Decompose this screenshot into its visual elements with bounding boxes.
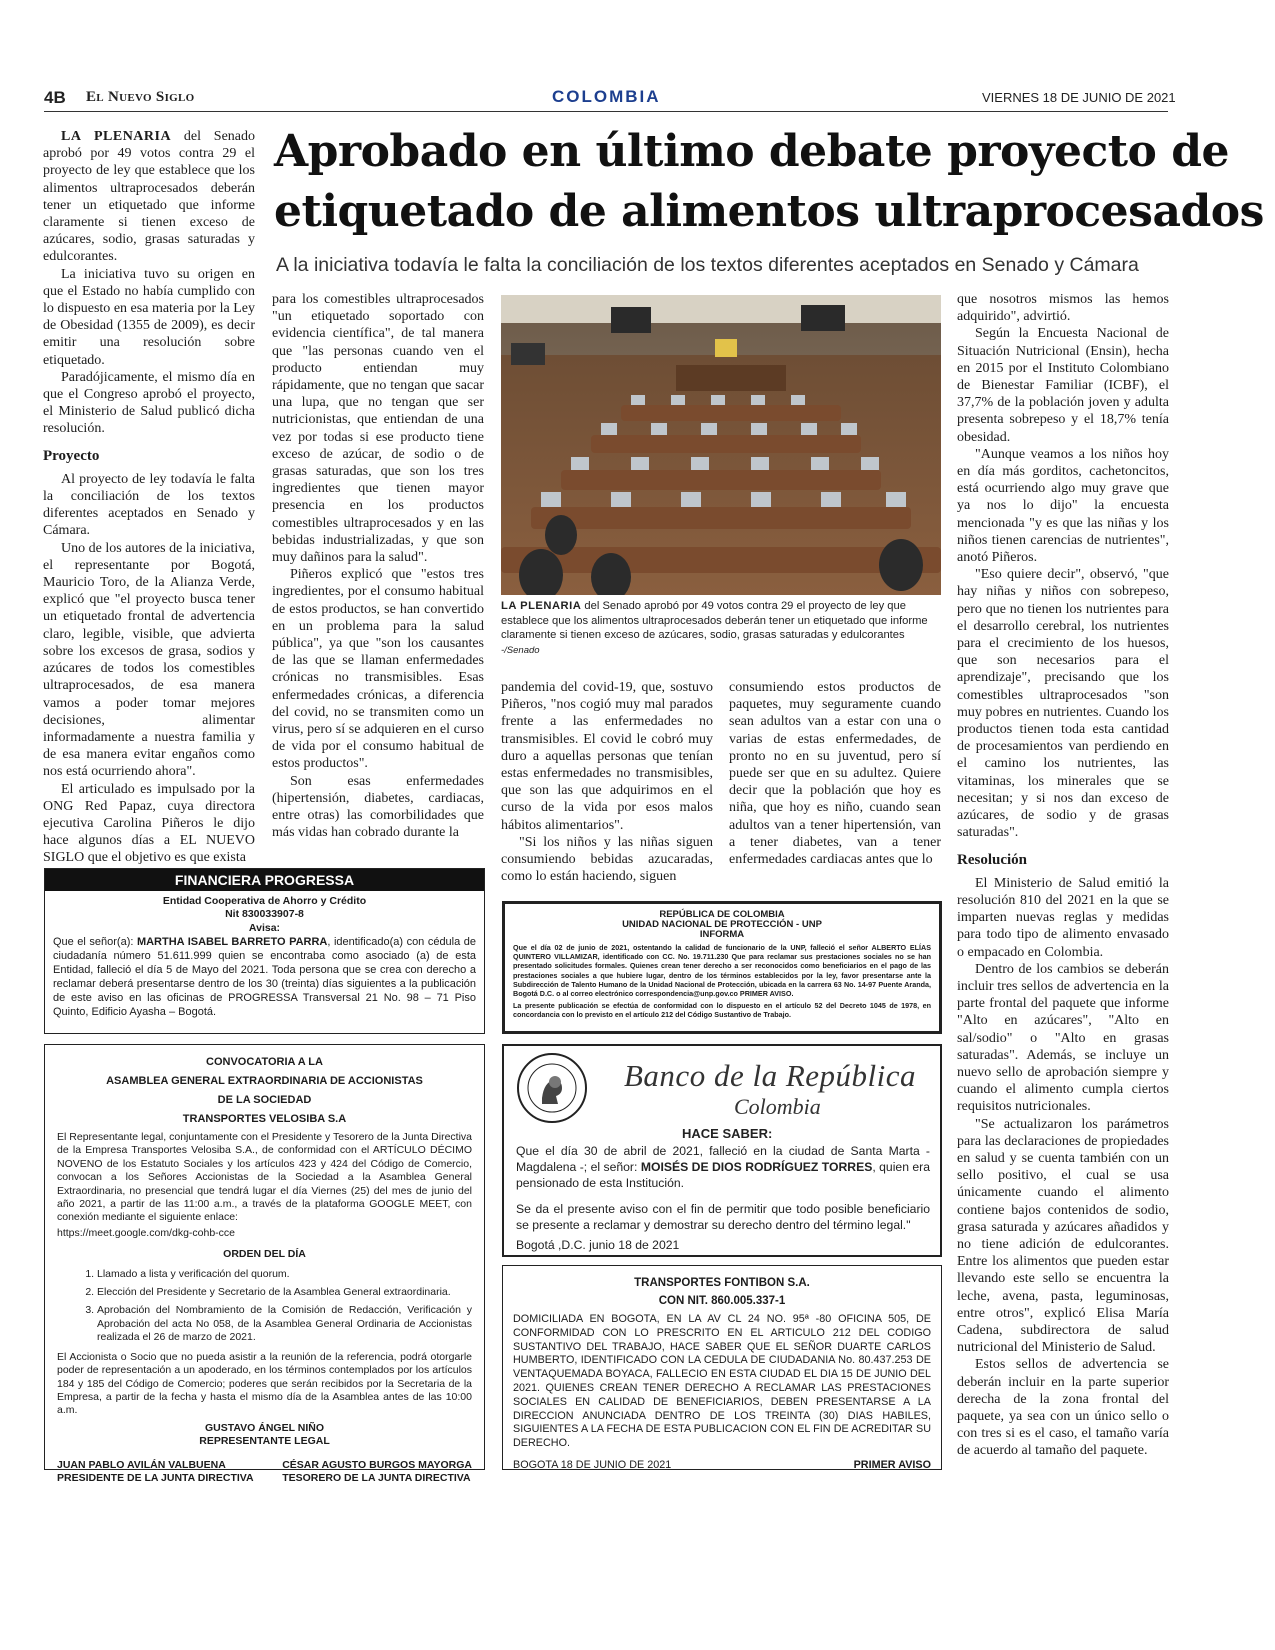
notice-signature: Bogotá ,D.C. junio 18 de 2021 [516,1238,680,1252]
notice-heading: REPÚBLICA DE COLOMBIA UNIDAD NACIONAL DE PROTECCIÓN - UNP INFORMA [622,909,822,940]
lead-in: LA PLENARIA [61,129,172,144]
notice-avisa: Avisa: [248,921,281,934]
signature-block: CÉSAR AGUSTO BURGOS MAYORGA TESORERO DE LA JUNTA DIRECTIVA [282,1458,472,1484]
notice-body: Que el señor(a): MARTHA ISABEL BARRETO PARRA, identificado(a) con cédula de ciudadanía número 51.611.999 quien se encontraba como asociado (a) de esta Entidad, falleció el día 5 de Mayo del 2021. Toda persona que se crea con derecho a reclamar deberá presentarse dentro de los 30 (treinta) días siguientes a la publicación de este aviso en las oficinas de PROGRESSA Transversal 21 No. 98 – 71 Piso Quinto, Edificio Ayasha – Bogotá. [53,936,476,1019]
section-title: COLOMBIA [552,87,661,106]
issue-date: VIERNES 18 DE JUNIO DE 2021 [982,90,1176,105]
paragraph: "Eso quiere decir", observó, "que hay niñas y niños con sobrepeso, pero que no tienen los nutrientes para el desarrollo cerebral, los nutrientes para el crecimiento de los huesos, que son necesarios para el aprendizaje", precisando que los comestibles ultraprocesados "son muy pobres en nutrientes. Cuando los productos tienen toda esta cantidad de procesamientos van perdiendo en el camino los nutrientes, las vitaminas, los minerales que se necesitan; y si nos dan exceso de azúcares, de sodio y de grasas saturadas". [957,567,1169,841]
notice-body: Que el día 30 de abril de 2021, falleció en la ciudad de Santa Marta - Magdalena -; el señor: MOISÉS DE DIOS RODRÍGUEZ TORRES, quien era pensionado de esta Institución. [516,1144,931,1190]
article-column-1 [43,128,255,867]
paragraph: Paradójicamente, el mismo día en que el Congreso aprobó el proyecto, el Ministerio de Salud publicó dicha resolución. [43,369,255,437]
article-column-2 [272,291,484,842]
paragraph: LA PLENARIA del Senado aprobó por 49 votos contra 29 el proyecto de ley que establece que los alimentos ultraprocesados deberán tener un etiquetado que informe claramente si tienen exceso de azúcares, sodio, grasas saturadas y edulcorantes. [43,129,255,265]
notice-aviso: PRIMER AVISO [853,1458,931,1471]
headline-line-2: etiquetado de alimentos ultraprocesados [274,186,1264,237]
notice-note: El Accionista o Socio que no pueda asistir a la reunión de la referencia, podrá otorgarle poder de representación a un apoderado, en los términos contemplados por los artículos 184 y 185 del Código de Comercio; poderes que serán recibidos por la Secretaria de la Empresa, a partir de la fecha y hasta el mismo día de la Asamblea antes de las 10:00 a.m. [57,1350,472,1417]
agenda-list [57,1268,472,1345]
notice-nit: CON NIT. 860.005.337-1 [658,1295,786,1307]
signature-block: JUAN PABLO AVILÁN VALBUENA PRESIDENTE DE LA JUNTA DIRECTIVA [57,1458,254,1484]
paragraph: El articulado es impulsado por la ONG Red Papaz, cuya directora ejecutiva Carolina Piñeros le dijo hace algunos días a EL NUEVO SIGLO que el objetivo es que exista [43,781,255,866]
article-column-4 [729,679,941,868]
article-column-3 [501,679,713,885]
hace-saber: HACE SABER: [682,1126,773,1141]
paragraph: Estos sellos de advertencia se deberán incluir en la parte superior derecha de la zona frontal del paquete, ya sea con un único sello o con tres si es el caso, el tamaño varía de acuerdo al tamaño del paquete. [957,1357,1169,1459]
paragraph: El Ministerio de Salud emitió la resolución 810 del 2021 en la que se imparten nuevas reglas y medidas para todo tipo de alimento envasado o empacado en Colombia. [957,875,1169,960]
paragraph: La iniciativa tuvo su origen en que el Estado no había cumplido con lo dispuesto en esa materia por la Ley de Obesidad (1355 de 2009), es decir emitir una resolución sobre etiquetado. [43,266,255,368]
notice-body: Que el día 02 de junio de 2021, ostentando la calidad de funcionario de la UNP, falleció el señor ALBERTO ELÍAS QUINTERO VILLAMIZAR, identificado con CC. No. 19.711.230 Que para reclamar sus prestaciones sociales no se han presentado solicitudes formales. Quienes crean tener derecho a ser reconocidos como beneficiarios en el pago de las prestaciones sociales a que hubiere lugar, dentro de los términos establecidos por la ley, favor presentarse ante la Subdirección de Talento Humano de la Unidad Nacional de Protección, ubicada en la carrera 63 No. 14-97 Puente Aranda, Bogotá D.C. o al correo electrónico correspondencia@unp.gov.co PRIMER AVISO. [513,943,931,999]
notice-subtitle: Entidad Cooperativa de Ahorro y Crédito [162,895,367,907]
header-rule [44,111,1168,112]
notice-transportes-fontibon [502,1265,942,1470]
section-subhead: Proyecto [43,447,100,464]
agenda-item: 1. Llamado a lista y verificación del quorum. [97,1268,472,1281]
notice-financiera-progressa [44,868,485,1034]
notice-date: BOGOTA 18 DE JUNIO DE 2021 [513,1458,672,1471]
notice-title: FINANCIERA PROGRESSA [45,869,484,891]
agenda-item: 2. Elección del Presidente y Secretario de la Asamblea General extraordinaria. [97,1286,472,1299]
caption-lead: LA PLENARIA [501,600,582,612]
meeting-link[interactable]: https://meet.google.com/dkg-cohb-cce [57,1226,236,1239]
paragraph: pandemia del covid-19, que, sostuvo Piñeros, "nos cogió muy mal parados frente a las enfermedades no transmisibles. El covid le cobró muy duro a aquellas personas que tenían estas enfermedades no transmisibles, que son las que adquirimos en el curso de la vida por esos malos hábitos alimentarios". [501,680,713,833]
headline [274,122,1264,242]
senate-plenary-photo [501,295,941,595]
signature-role: REPRESENTANTE LEGAL [199,1435,330,1448]
notice-banco-republica [502,1044,942,1257]
photo-credit: -/Senado [501,644,540,656]
section-subhead: Resolución [957,851,1028,868]
notice-transportes-velosiba [44,1044,485,1484]
paragraph: Según la Encuesta Nacional de Situación Nutricional (Ensin), hecha en 2015 por el Instituto Colombiano de Bienestar Familiar (ICBF), el 37,7% de la población joven y adulta presenta sobrepeso y el 18,7% tenía obesidad. [957,326,1169,445]
paragraph: "Si los niños y las niñas siguen consumiendo bebidas azucaradas, como lo están haciendo, siguen [501,834,713,885]
paragraph: Uno de los autores de la iniciativa, el representante por Bogotá, Mauricio Toro, de la Alianza Verde, explicó que "el proyecto busca tener un etiquetado frontal de advertencia claro, legible, visible, que advierta sobre los excesos de grasa, sodios y azúcares de todos los comestibles ultraprocesados, de esa manera vamos a poder tomar mejores decisiones, alimentar informadamente a nuestra familia y de esa manera evitar engaños como nos está ocurriendo ahora". [43,540,255,780]
paragraph: Piñeros explicó que "estos tres ingredientes, por el consumo habitual de estos productos, se han convertido en un problema para la salud pública", ya que "son los causantes de las que se llaman enfermedades crónicas no transmisibles. Esas enfermedades crónicas, a diferencia del covid, no se transmiten como un virus, pero sí se adquieren en el curso de vida por el consumo habitual de estos productos". [272,567,484,772]
paragraph: Al proyecto de ley todavía le falta la conciliación de los textos diferentes aceptados en Senado y Cámara. [43,471,255,539]
paragraph: consumiendo estos productos de paquetes, muy seguramente cuando sean adultos van a estar con una o varias de estas enfermedades, de pronto no en su juventud, pero sí puede ser que en su adultez. Quiere decir que la población que hoy es niña, que hoy es niño, cuando sean adultos van a tener hipertensión, van a tener diabetes, van a tener enfermedades cardiacas antes que lo [729,680,941,868]
newspaper-name: El Nuevo Siglo [86,89,195,105]
notice-body: El Representante legal, conjuntamente con el Presidente y Tesorero de la Junta Directiva de la Empresa Transportes Velosiba S.A., de conformidad con el ARTÍCULO DÉCIMO NOVENO de los Estatuto Sociales y los artículos 423 y 424 del Código de Comercio, convocan a los Señores Accionistas de la Sociedad a la Asamblea General Extraordinaria, no presencial que tendrá lugar el día Viernes (25) del mes de junio del año 2021, a partir de las 11:00 a.m., a través de la plataforma GOOGLE MEET, con conexión mediante el siguiente enlace: [57,1131,472,1224]
paragraph: que nosotros mismos las hemos adquirido", advirtió. [957,292,1169,325]
plenary-chamber-image [501,295,941,595]
page-number: 4B [44,88,66,107]
agenda-item: 3. Aprobación del Nombramiento de la Comisión de Redacción, Verificación y Aprobación del acta No 058, de la Asamblea General Ordinaria de Accionistas realizada el 26 de marzo de 2021. [97,1304,472,1344]
notice-footer [513,1459,931,1472]
subheadline: A la iniciativa todavía le falta la conciliación de los textos diferentes aceptados en Senado y Cámara [276,254,1139,276]
notice-body-2: Se da el presente aviso con el fin de permitir que todo posible beneficiario se presente a reclamar y demostrar su derecho dentro del término legal." [516,1202,930,1232]
headline-line-1: Aprobado en último debate proyecto de [274,126,1229,177]
signature-name: GUSTAVO ÁNGEL NIÑO [204,1421,324,1434]
signature-row [57,1459,472,1486]
paragraph: "Se actualizaron los parámetros para las declaraciones de propiedades en salud y se cuenta también con un sello positivo, el cual se usa únicamente cuando el alimento contiene bajos contenidos de sodio, grasa saturada y azúcares añadidos y no tiene adición de edulcorantes. Entre los alimentos que pueden estar llevando este sello se encuentra la leche, avena, pasta, leguminosas, entre otros", explicó Elisa María Cadena, subdirectora de salud nutricional del Ministerio de Salud. [957,1116,1169,1356]
article-column-5 [957,291,1169,1460]
bank-name-title: Banco de la República [624,1058,916,1093]
notice-unp [502,901,942,1034]
notice-title: TRANSPORTES FONTIBON S.A. [634,1277,810,1289]
paragraph: Son esas enfermedades (hipertensión, diabetes, cardiacas, entre otras) las comorbilidades que más vidas han cobrado durante la [272,773,484,841]
paragraph: Dentro de los cambios se deberán incluir tres sellos de advertencia en la parte frontal del paquete que informe "Alto en azúcares", "Alto en sal/sodio" o "Alto en grasas saturadas". Además, se incluye un nuevo sello de aprobación siempre y cuando el alimento cumpla ciertos requisitos nutricionales. [957,961,1169,1115]
bank-seal-logo [516,1052,588,1124]
notice-footer: La presente publicación se efectúa de conformidad con lo dispuesto en el artículo 52 del Decreto 1045 de 1978, en concordancia con lo previsto en el artículo 212 del Código Sustantivo de Trabajo. [513,1001,931,1020]
photo-caption: LA PLENARIA del Senado aprobó por 49 votos contra 29 el proyecto de ley que establece que los alimentos ultraprocesados deberán tener un etiquetado que informe claramente si tienen exceso de azúcares, sodio, grasas saturadas y edulcorantes -/Senado [501,600,928,656]
notice-heading: CONVOCATORIA A LA ASAMBLEA GENERAL EXTRAORDINARIA DE ACCIONISTAS DE LA SOCIEDAD TRANSPORTES VELOSIBA S.A [106,1056,423,1125]
paragraph: "Aunque veamos a los niños hoy en día más gorditos, cachetoncitos, está ocurriendo algo muy grave que ya nos lo dijo" la encuesta mencionada "y es que las niñas y los niños tienen carencias de nutrientes", anotó Piñeros. [957,446,1169,566]
bank-country-title: Colombia [734,1094,821,1119]
paragraph: para los comestibles ultraprocesados "un etiquetado soportado con evidencia científica", de tal manera que "las personas cuando ven el producto entiendan muy rápidamente, que no tengan que sacar una lupa, que no tengan que ser nutricionistas, que entiendan de una vez por todas si ese producto tiene exceso de azúcar, de sodio o de grasas saturadas, que son los tres ingredientes que tienen mayor presencia en los productos comestibles ultraprocesados y en las bebidas industrializadas, y que son muy dañinos para la salud". [272,292,484,566]
agenda-title: ORDEN DEL DÍA [223,1248,306,1261]
seal-icon [516,1052,588,1124]
notice-nit: Nit 830033907-8 [225,908,304,921]
notice-body: DOMICILIADA EN BOGOTA, EN LA AV CL 24 NO. 95ª -80 OFICINA 505, DE CONFORMIDAD CON LO PRESCRITO EN EL ARTICULO 212 DEL CODIGO SUSTANTIVO DEL TRABAJO, HACE SABER QUE EL SEÑOR DUARTE CARLOS HUMBERTO, IDENTIFICADO CON LA CEDULA DE CIUDADANIA No. 80.437.253 DE VENTAQUEMADA BOYACA, FALLECIO EN ESTA CIUDAD EL DIA 15 DE JUNIO DEL 2021. QUIENES CREAN TENER DERECHO A RECLAMAR LAS PRESTACIONES SOCIALES EN CALIDAD DE BENEFICIARIOS, DEBEN PRESENTARSE A LA DIRECCION ANUNCIADA DENTRO DE LOS TREINTA (30) DIAS HABILES, SIGUIENTES A LA FECHA DE ESTA PUBLICACION CON EL FIN DE ACREDITAR SU DERECHO. [513,1313,931,1450]
